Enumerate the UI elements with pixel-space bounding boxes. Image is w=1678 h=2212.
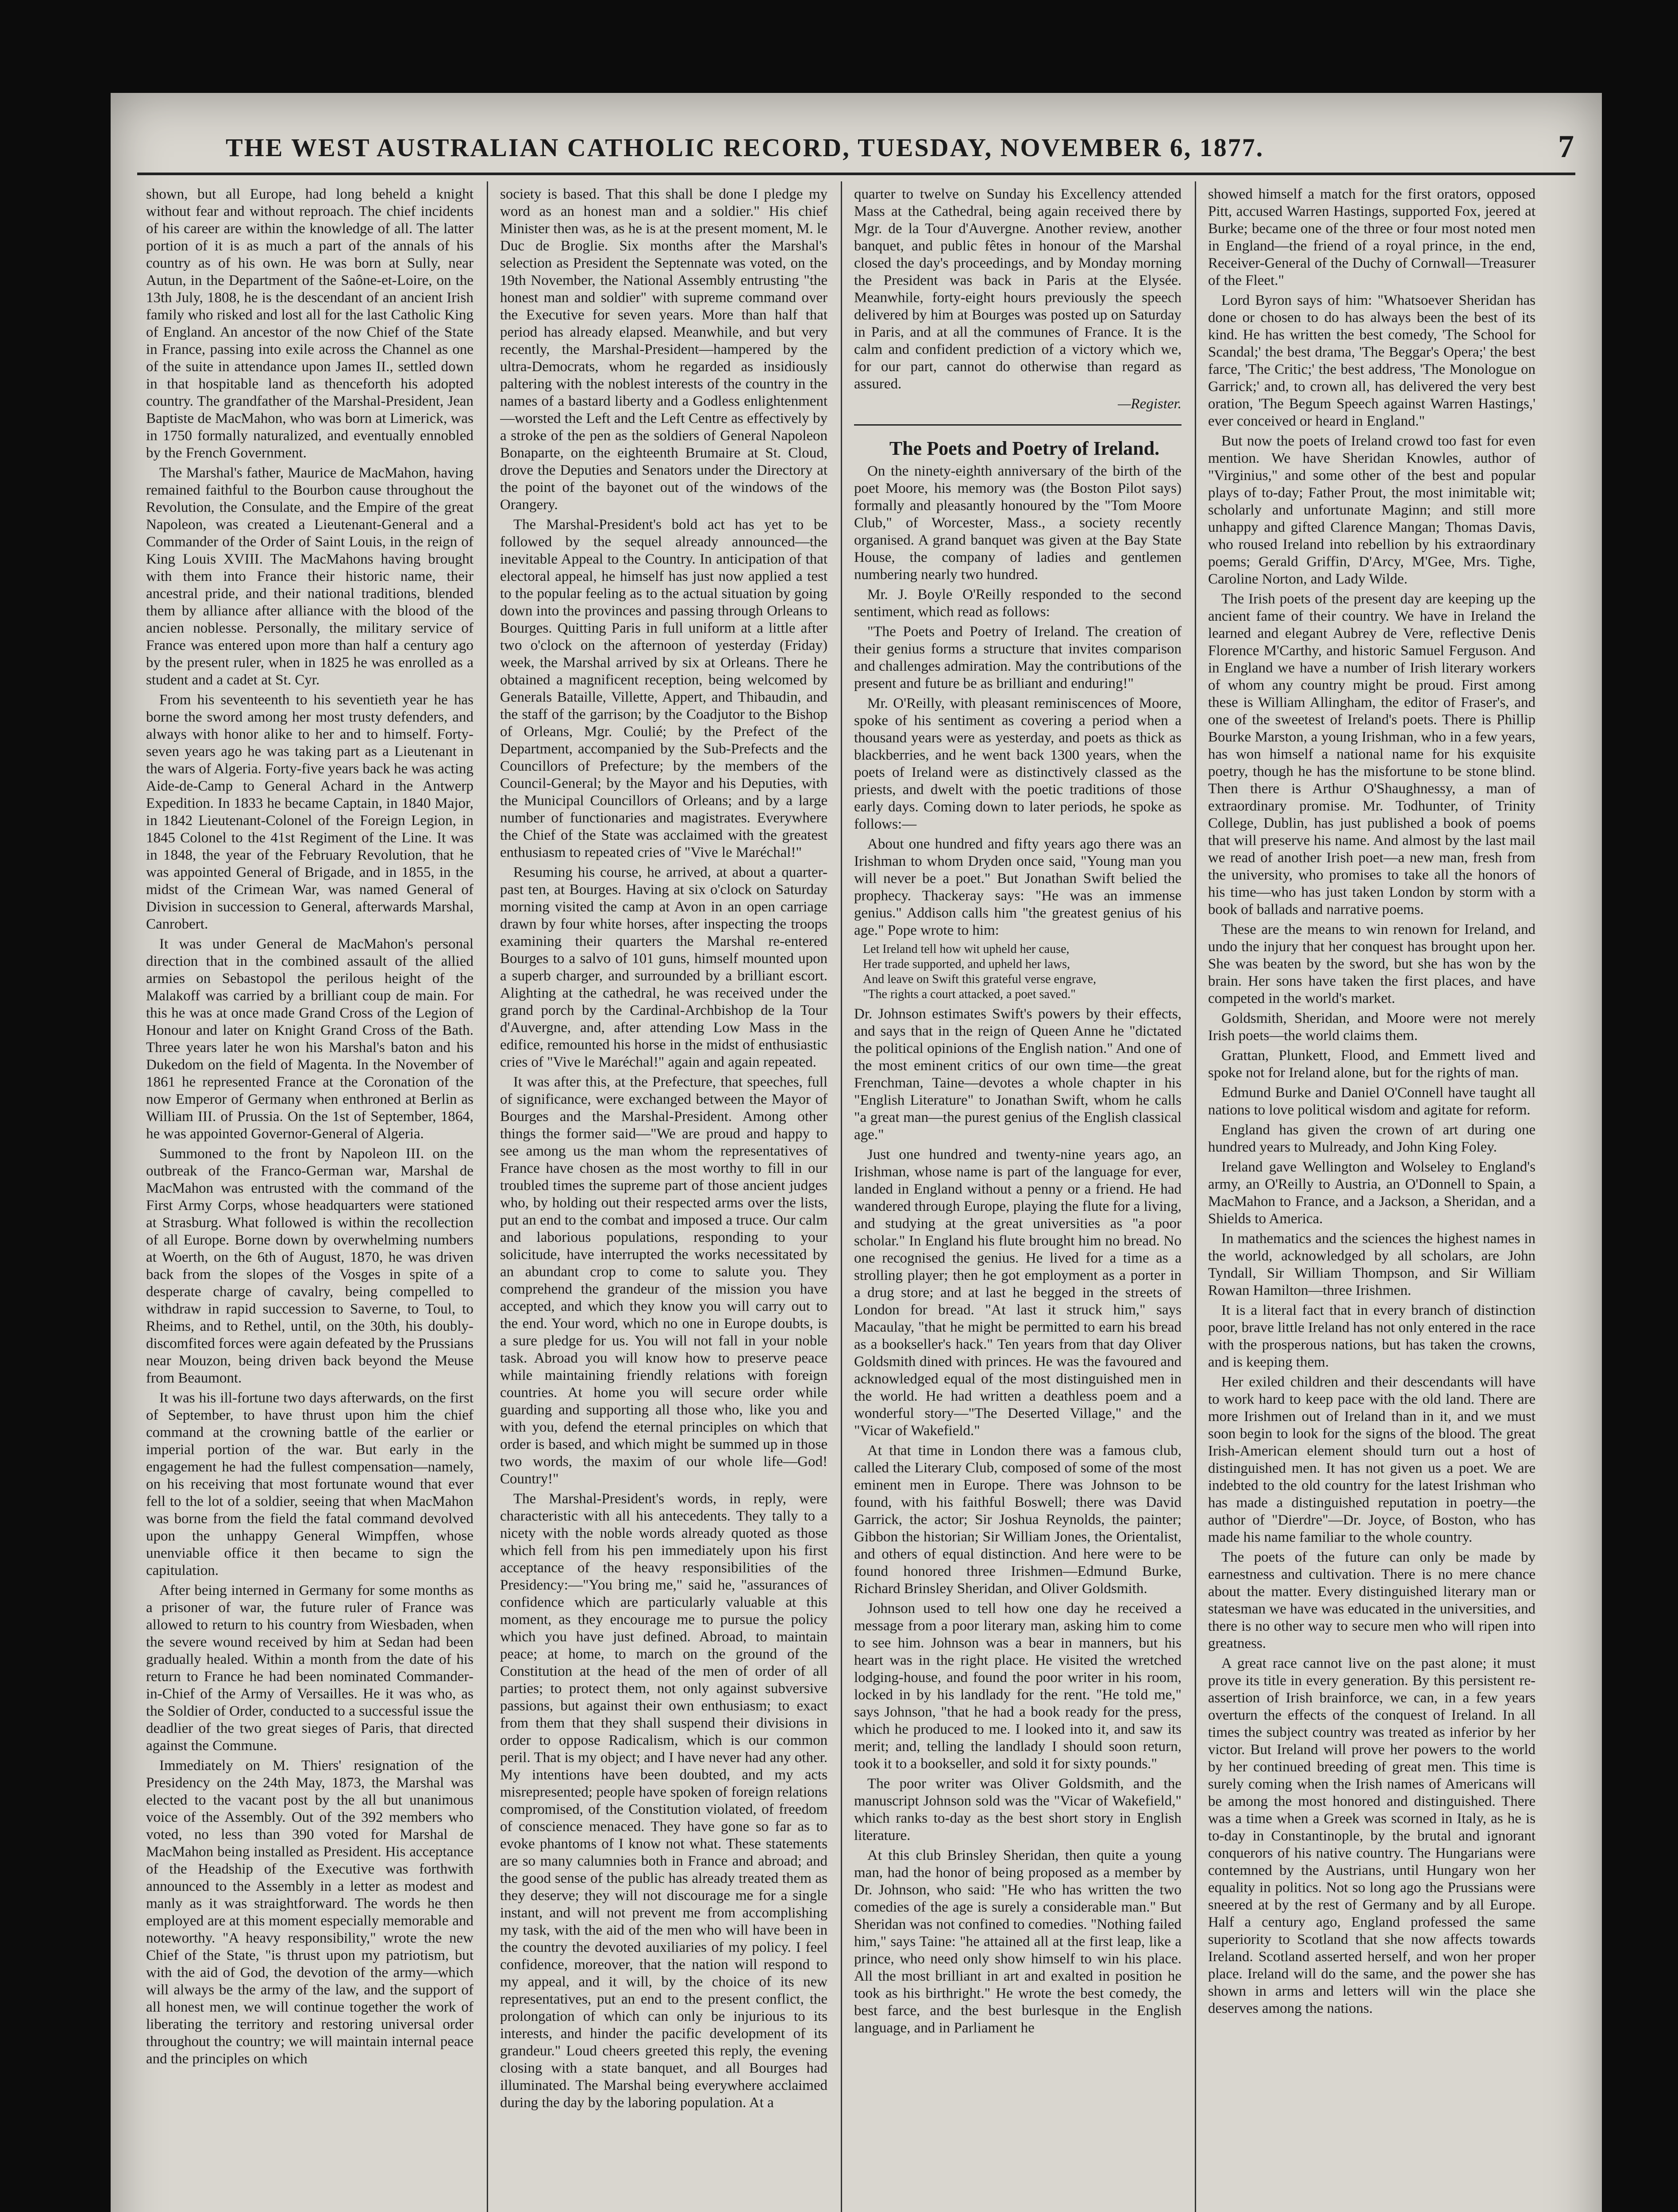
paragraph: Ireland gave Wellington and Wolseley to England's army, an O'Reilly to Austria, an O'Donnell to Spain, a MacMahon to France, and a Jackson, a Sheridan, and a Shields to America. bbox=[1208, 1159, 1536, 1227]
paragraph: But now the poets of Ireland crowd too fast for even mention. We have Sheridan Knowles, author of "Virginius," and some other of the best and popular plays of to-day; Father Prout, the most inimitable wit; scholarly and unfortunate Maginn; and still more unhappy and gifted Clarence Mangan; Thomas Davis, who roused Ireland into rebellion by his extraordinary poems; Gerald Griffin, D'Arcy, M'Gee, Mrs. Tighe, Caroline Norton, and Lady Wilde. bbox=[1208, 433, 1536, 587]
paragraph: About one hundred and fifty years ago there was an Irishman to whom Dryden once said, "Young man you will never be a poet." But Jonathan Swift belied the prophecy. Thackeray says: "He was an immense genius." Addison calls him "the greatest genius of his age." Pope wrote to him: bbox=[854, 836, 1182, 938]
paragraph: Goldsmith, Sheridan, and Moore were not merely Irish poets—the world claims them. bbox=[1208, 1010, 1536, 1044]
verse-line: And leave on Swift this grateful verse engrave, bbox=[863, 972, 1097, 986]
paragraph: quarter to twelve on Sunday his Excellency attended Mass at the Cathedral, being again received there by Mgr. de la Tour d'Auvergne. Another review, another banquet, and public fêtes in honour of the Marshal closed the day's proceedings, and by Monday morning the President was back in Paris at the Elysée. Meanwhile, forty-eight hours previously the speech delivered by him at Bourges was posted up on Saturday in Paris, and at all the communes of France. It is the calm and confident prediction of a victory which we, for our part, cannot do otherwise than regard as assured. bbox=[854, 186, 1182, 392]
paragraph: The Irish poets of the present day are keeping up the ancient fame of their country. We have in Ireland the learned and elegant Aubrey de Vere, reflective Denis Florence M'Carthy, and historic Samuel Ferguson. And in England we have a number of Irish literary workers of whom any country might be proud. First among these is William Allingham, the editor of Fraser's, and one of the sweetest of Ireland's poets. There is Phillip Bourke Marston, a young Irishman, who in a few years, has won himself a national name for his exquisite poetry, though he has the misfortune to be stone blind. Then there is Arthur O'Shaughnessy, a man of extraordinary promise. Mr. Todhunter, of Trinity College, Dublin, has just published a book of poems that will preserve his name. And almost by the last mail we read of another Irish poet—a new man, fresh from the university, who promises to take all the honors of his time—who has just taken London by storm with a book of ballads and narrative poems. bbox=[1208, 591, 1536, 918]
paragraph: shown, but all Europe, had long beheld a knight without fear and without reproach. The chief incidents of his career are within the knowledge of all. The latter portion of it is as much a part of the annals of his country as of his own. He was born at Sully, near Autun, in the Department of the Saône-et-Loire, on the 13th July, 1808, he is the descendant of an ancient Irish family who risked and lost all for the last Catholic King of England. An ancestor of the now Chief of the State in France, passing into exile across the Channel as one of the suite in attendance upon James II., settled down in that hospitable land as thenceforth his adopted country. The grandfather of the Marshal-President, Jean Baptiste de MacMahon, who was born at Limerick, was in 1750 formally naturalized, and eventually ennobled by the French Government. bbox=[146, 186, 473, 461]
paragraph: These are the means to win renown for Ireland, and undo the injury that her conquest has brought upon her. She was beaten by the sword, but she has won by the brain. Her sons have taken the first places, and have competed in the world's market. bbox=[1208, 922, 1536, 1006]
paragraph: After being interned in Germany for some months as a prisoner of war, the future ruler of France was allowed to return to his country from Wiesbaden, when the severe wound received by him at Sedan had been gradually healed. Within a month from the date of his return to France he had been nominated Commander-in-Chief of the Army of Versailles. He it was who, as the Soldier of Order, conducted to a successful issue the deadlier of the two great sieges of Paris, that directed against the Commune. bbox=[146, 1582, 473, 1754]
column-rule bbox=[841, 181, 842, 2212]
paragraph: On the ninety-eighth anniversary of the birth of the poet Moore, his memory was (the Boston Pilot says) formally and pleasantly honoured by the "Tom Moore Club," of Worcester, Mass., a society recently organised. A grand banquet was given at the Bay State House, the company of ladies and gentlemen numbering nearly two hundred. bbox=[854, 463, 1182, 583]
paragraph: Lord Byron says of him: "Whatsoever Sheridan has done or chosen to do has always been the best of its kind. He has written the best comedy, 'The School for Scandal;' the best drama, 'The Beggar's Opera;' the best farce, 'The Critic;' the best address, 'The Monologue on Garrick;' and, to crown all, has delivered the very best oration, 'The Begum Speech against Warren Hastings,' ever conceived or heard in England." bbox=[1208, 292, 1536, 429]
paragraph: It is a literal fact that in every branch of distinction poor, brave little Ireland has not only entered in the race with the prosperous nations, but has taken the crowns, and is keeping them. bbox=[1208, 1302, 1536, 1370]
paragraph: At that time in London there was a famous club, called the Literary Club, composed of some of the most eminent men in Europe. There was Johnson to be found, with his faithful Boswell; there was David Garrick, the actor; Sir Joshua Reynolds, the painter; Gibbon the historian; Sir William Jones, the Orientalist, and others of equal distinction. And here were to be found honored three Irishmen—Edmund Burke, Richard Brinsley Sheridan, and Oliver Goldsmith. bbox=[854, 1443, 1182, 1597]
newspaper-page bbox=[111, 93, 1602, 2212]
source-credit: —Register. bbox=[1118, 396, 1182, 412]
paragraph: "The Poets and Poetry of Ireland. The creation of their genius forms a structure that invites comparison and challenges admiration. May the contributions of the present and future be as brilliant and enduring!" bbox=[854, 624, 1182, 691]
paragraph: society is based. That this shall be done I pledge my word as an honest man and a soldier." His chief Minister then was, as he is at the present moment, M. le Duc de Broglie. Six months after the Marshal's selection as President the Septennate was voted, on the 19th November, the National Assembly entrusting "the honest man and soldier" with supreme command over the Executive for seven years. More than half that period has already elapsed. Meanwhile, and but very recently, the Marshal-President—hampered by the ultra-Democrats, whom he regarded as insidiously paltering with the noblest interests of the country in the names of a bastard liberty and a Godless enlightenment—worsted the Left and the Left Centre as effectively by a stroke of the pen as the soldiers of General Napoleon Bonaparte, on the eighteenth Brumaire at St. Cloud, drove the Deputies and Senators under the Directory at the point of the bayonet out of the windows of the Orangery. bbox=[500, 186, 827, 513]
paragraph: Edmund Burke and Daniel O'Connell have taught all nations to love political wisdom and agitate for reform. bbox=[1208, 1085, 1536, 1118]
paragraph: It was his ill-fortune two days afterwards, on the first of September, to have thrust upon him the chief command at the crowning battle of the earlier or imperial portion of the war. But early in the engagement he had the fullest compensation—namely, on his receiving that most fortunate wound that ever fell to the lot of a soldier, seeing that when MacMahon was borne from the field the fatal command devolved upon the unhappy General Wimpffen, whose unenviable office it then became to sign the capitulation. bbox=[146, 1390, 473, 1578]
paragraph: The poets of the future can only be made by earnestness and cultivation. There is no mere chance about the matter. Every distinguished literary man or statesman we have was educated in the universities, and there is no other way to secure men who will ripen into greatness. bbox=[1208, 1549, 1536, 1651]
paragraph: Her exiled children and their descendants will have to work hard to keep pace with the old land. There are more Irishmen out of Ireland than in it, and we must soon begin to look for the signs of the blood. The great Irish-American element should turn out a host of distinguished men. It has not given us a poet. We are indebted to the old country for the latest Irishman who has made a distinguished reputation in poetry—the author of "Dierdre"—Dr. Joyce, of Boston, who has made his name familiar to the whole country. bbox=[1208, 1374, 1536, 1545]
paragraph: Resuming his course, he arrived, at about a quarter-past ten, at Bourges. Having at six o'clock on Saturday morning visited the camp at Avon in an open carriage drawn by four white horses, after inspecting the troops examining their quarters the Marshal re-entered Bourges to a salvo of 101 guns, himself mounted upon a superb charger, and surrounded by a brilliant escort. Alighting at the cathedral, he was received under the grand porch by the Cardinal-Archbishop de la Tour d'Auvergne, and, after attending Low Mass in the edifice, remounted his horse in the midst of enthusiastic cries of "Vive le Maréchal!" again and again repeated. bbox=[500, 864, 827, 1070]
column-3 bbox=[854, 186, 1182, 2212]
paragraph: England has given the crown of art during one hundred years to Mulready, and John King Foley. bbox=[1208, 1122, 1536, 1155]
verse-block bbox=[863, 942, 1182, 1002]
paragraph: From his seventeenth to his seventieth year he has borne the sword among her most trusty defenders, and always with honor alike to her and to himself. Forty-seven years ago he was taking part as a Lieutenant in the wars of Algeria. Forty-five years back he was acting Aide-de-Camp to General Achard in the Antwerp Expedition. In 1833 he became Captain, in 1840 Major, in 1842 Lieutenant-Colonel of the Foreign Legion, in 1845 Colonel to the 41st Regiment of the Line. It was in 1848, the year of the February Revolution, that he was appointed General of Brigade, and in 1855, in the midst of the Crimean War, was named General of Division in succession to General, afterwards Marshal, Canrobert. bbox=[146, 692, 473, 932]
paragraph: It was after this, at the Prefecture, that speeches, full of significance, were exchanged between the Mayor of Bourges and the Marshal-President. Among other things the former said—"We are proud and happy to see among us the man whom the representatives of France have chosen as the most worthy to fill in our troubled times the supreme part of those ancient judges who, by holding out their respected arms over the lists, put an end to the combat and imposed a truce. Our calm and laborious populations, responding to your solicitude, have interrupted the works necessitated by an abundant crop to come to salute you. They comprehend the grandeur of the mission you have accepted, and which they know you will carry out to the end. Your word, which no one in Europe doubts, is a sure pledge for us. You will not fall in your noble task. Abroad you will know how to preserve peace while maintaining friendly relations with foreign countries. At home you will secure order while guarding and supporting all those who, like you and with you, defend the eternal principles on which that order is based, and which might be summed up in those two words, the maxim of our whole life—God! Country!" bbox=[500, 1074, 827, 1487]
verse-line: "The rights a court attacked, a poet saved." bbox=[863, 987, 1076, 1001]
paragraph: showed himself a match for the first orators, opposed Pitt, accused Warren Hastings, supported Fox, jeered at Burke; became one of the three or four most noted men in England—the friend of a royal prince, in the end, Receiver-General of the Duchy of Cornwall—Treasurer of the Fleet." bbox=[1208, 186, 1536, 288]
paragraph: It was under General de MacMahon's personal direction that in the combined assault of the allied armies on Sebastopol the perilous height of the Malakoff was carried by a brilliant coup de main. For this he was at once made Grand Cross of the Legion of Honour and later on Knight Grand Cross of the Bath. Three years later he won his Marshal's baton and his Dukedom on the field of Magenta. In the November of 1861 he represented France at the Coronation of the now Emperor of Germany when enthroned at Berlin as William III. of Prussia. On the 1st of September, 1864, he was appointed Governor-General of Algeria. bbox=[146, 936, 473, 1142]
article-divider bbox=[854, 424, 1182, 426]
masthead-title: THE WEST AUSTRALIAN CATHOLIC RECORD, TUESDAY, NOVEMBER 6, 1877. bbox=[226, 133, 1264, 162]
verse-line: Let Ireland tell how wit upheld her cause, bbox=[863, 942, 1070, 956]
article-title: The Poets and Poetry of Ireland. bbox=[889, 438, 1160, 459]
paragraph: The Marshal's father, Maurice de MacMahon, having remained faithful to the Bourbon cause throughout the Revolution, the Consulate, and the Empire of the great Napoleon, was created a Lieutenant-General and a Commander of the Order of Saint Louis, in the reign of King Louis XVIII. The MacMahons having brought with them into France their historic name, their ancestral pride, and their national traditions, blended them by alliance after alliance with the blood of the ancien noblesse. Personally, the military service of France was entered upon more than half a century ago by the present ruler, when in 1825 he was enrolled as a student and a cadet at St. Cyr. bbox=[146, 465, 473, 688]
column-rule bbox=[487, 181, 488, 2212]
verse-line: Her trade supported, and upheld her laws, bbox=[863, 957, 1070, 971]
paragraph: Mr. O'Reilly, with pleasant reminiscences of Moore, spoke of his sentiment as covering a period when a thousand years were as yesterday, and poets as thick as blackberries, and he went back 1300 years, when the poets of Ireland were as distinctively classed as the priests, and dwelt with the poetic traditions of those early days. Coming down to later periods, he spoke as follows:— bbox=[854, 695, 1182, 832]
masthead bbox=[137, 128, 1575, 168]
column-2 bbox=[500, 186, 827, 2212]
paragraph: In mathematics and the sciences the highest names in the world, acknowledged by all scholars, are John Tyndall, Sir William Thompson, and Sir William Rowan Hamilton—three Irishmen. bbox=[1208, 1231, 1536, 1298]
masthead-rule bbox=[137, 173, 1575, 175]
page-number: 7 bbox=[1558, 129, 1575, 164]
paragraph: A great race cannot live on the past alone; it must prove its title in every generation. By this persistent re-assertion of Irish brainforce, we can, in a few years overturn the effects of the conquest of Ireland. In all times the subject country was treated as inferior by her victor. But Ireland will prove her powers to the world by her continued breeding of great men. This time is surely coming when the Irish names of Americans will be among the most honored and distinguished. There was a time when a Greek was scorned in Italy, as he is to-day in Constantinople, by the brutal and ignorant conquerors of his native country. The Hungarians were contemned by the Austrians, until Hungary won her equality in politics. Not so long ago the Prussians were sneered at by the rest of Germany and by all Europe. Half a century ago, England professed the same superiority to Scotland that she now affects towards Ireland. Scotland asserted herself, and won her proper place. Ireland will do the same, and the power she has shown in arms and letters will win the place she deserves among the nations. bbox=[1208, 1655, 1536, 2016]
paragraph: Just one hundred and twenty-nine years ago, an Irishman, whose name is part of the language for ever, landed in England without a penny or a friend. He had wandered through Europe, playing the flute for a living, and studying at the great universities as "a poor scholar." In England his flute brought him no bread. No one recognised the genius. He lived for a time as a strolling player; then he got employment as a porter in a drug store; and at last he begged in the streets of London for bread. "At last it struck him," says Macaulay, "that he might be permitted to earn his bread as a bookseller's hack." Ten years from that day Oliver Goldsmith dined with princes. He was the favoured and acknowledged equal of the most distinguished men in the world. He had written a deathless poem and a wonderful story—"The Deserted Village," and the "Vicar of Wakefield." bbox=[854, 1147, 1182, 1439]
paragraph: The Marshal-President's words, in reply, were characteristic with all his antecedents. They tally to a nicety with the noble words already quoted as those which fell from his pen immediately upon his first acceptance of the heavy responsibilities of the Presidency:—"You bring me," said he, "assurances of confidence which are particularly valuable at this moment, as they encourage me to pursue the policy which you have just defined. Abroad, to maintain peace; at home, to march on the ground of the Constitution at the head of the men of order of all parties; to protect them, not only against subversive passions, but against their own enthusiasm; to exact from them that they shall suspend their divisions in order to oppose Radicalism, which is our common peril. That is my object; and I have never had any other. My intentions have been doubted, and my acts misrepresented; people have spoken of foreign relations compromised, of the Constitution violated, of freedom of conscience menaced. They have gone so far as to evoke phantoms of I know not what. These statements are so many calumnies both in France and abroad; and the good sense of the public has already treated them as they deserve; they will not discourage me for a single instant, and will not prevent me from accomplishing my task, with the aid of the men who will have been in the country the devoted auxiliaries of my policy. I feel confidence, moreover, that the nation will respond to my appeal, and it will, by the choice of its new representatives, put an end to the present conflict, the prolongation of which can only be injurious to its interests, and hinder the pacific development of its grandeur." Loud cheers greeted this reply, the evening closing with a state banquet, and all Bourges had illuminated. The Marshal being everywhere acclaimed during the day by the laboring population. At a bbox=[500, 1491, 827, 2111]
paragraph: Immediately on M. Thiers' resignation of the Presidency on the 24th May, 1873, the Marshal was elected to the vacant post by the all but unanimous voice of the Assembly. Out of the 392 members who voted, no less than 390 voted for Marshal de MacMahon being installed as President. His acceptance of the Headship of the Executive was forthwith announced to the Assembly in a letter as modest and manly as it was straightforward. The words he then employed are at this moment especially memorable and noteworthy. "A heavy responsibility," wrote the new Chief of the State, "is thrust upon my patriotism, but with the aid of God, the devotion of the army—which will always be the army of the law, and the support of all honest men, we will continue together the work of liberating the territory and restoring universal order throughout the country; we will maintain internal peace and the principles on which bbox=[146, 1758, 473, 2067]
column-rule bbox=[1195, 181, 1196, 2212]
paragraph: The Marshal-President's bold act has yet to be followed by the sequel already announced—the inevitable Appeal to the Country. In anticipation of that electoral appeal, he himself has just now applied a test to the popular feeling as to the actual situation by going down into the provinces and passing through Orleans to Bourges. Quitting Paris in full uniform at a little after two o'clock on the afternoon of yesterday (Friday) week, the Marshal arrived by six at Orleans. There he obtained a magnificent reception, being welcomed by Generals Bataille, Villette, Appert, and Thibaudin, and the staff of the garrison; by the Coadjutor to the Bishop of Orleans, Mgr. Coulié; by the Prefect of the Department, accompanied by the Sub-Prefects and the Councillors of Prefecture; by the members of the Council-General; by the Mayor and his Deputies, with the Municipal Councillors of Orleans; and by a large number of functionaries and magistrates. Everywhere the Chief of the State was acclaimed with the greatest enthusiasm to repeated cries of "Vive le Maréchal!" bbox=[500, 517, 827, 860]
paragraph: Mr. J. Boyle O'Reilly responded to the second sentiment, which read as follows: bbox=[854, 587, 1182, 620]
paragraph: The poor writer was Oliver Goldsmith, and the manuscript Johnson sold was the "Vicar of Wakefield," which ranks to-day as the best short story in English literature. bbox=[854, 1776, 1182, 1843]
paragraph: At this club Brinsley Sheridan, then quite a young man, had the honor of being proposed as a member by Dr. Johnson, who said: "He who has written the two comedies of the age is surely a considerable man." But Sheridan was not confined to comedies. "Nothing failed him," says Taine: "he attained all at the first leap, like a prince, who need only show himself to win his place. All the most brilliant in art and exalted in position he took as his birthright." He wrote the best comedy, the best farce, and the best burlesque in the English language, and in Parliament he bbox=[854, 1847, 1182, 2036]
paragraph: Summoned to the front by Napoleon III. on the outbreak of the Franco-German war, Marshal de MacMahon was entrusted with the command of the First Army Corps, whose headquarters were stationed at Strasburg. What followed is within the recollection of all Europe. Borne down by overwhelming numbers at Woerth, on the 6th of August, 1870, he was driven back from the slopes of the Vosges in spite of a desperate charge of cavalry, being compelled to withdraw in rapid succession to Saverne, to Toul, to Rheims, and to Rethel, until, on the 30th, his doubly-discomfited forces were again defeated by the Prussians near Mouzon, being driven back beyond the Meuse from Beaumont. bbox=[146, 1146, 473, 1386]
paragraph: Grattan, Plunkett, Flood, and Emmett lived and spoke not for Ireland alone, but for the rights of man. bbox=[1208, 1048, 1536, 1081]
column-1 bbox=[146, 186, 473, 2212]
paragraph: Johnson used to tell how one day he received a message from a poor literary man, asking him to come to see him. Johnson was a bear in manners, but his heart was in the right place. He visited the wretched lodging-house, and found the poor writer in his room, locked in by his landlady for the rent. "He told me," says Johnson, "that he had a book ready for the press, which he produced to me. I looked into it, and saw its merit; and, telling the landlady I should soon return, took it to a bookseller, and sold it for sixty pounds." bbox=[854, 1601, 1182, 1772]
column-4 bbox=[1208, 186, 1536, 2212]
paragraph: Dr. Johnson estimates Swift's powers by their effects, and says that in the reign of Queen Anne he "dictated the political opinions of the English nation." And one of the most eminent critics of our own time—the great Frenchman, Taine—devotes a whole chapter in his "English Literature" to Jonathan Swift, whom he calls "a great man—the purest genius of the English classical age." bbox=[854, 1006, 1182, 1143]
